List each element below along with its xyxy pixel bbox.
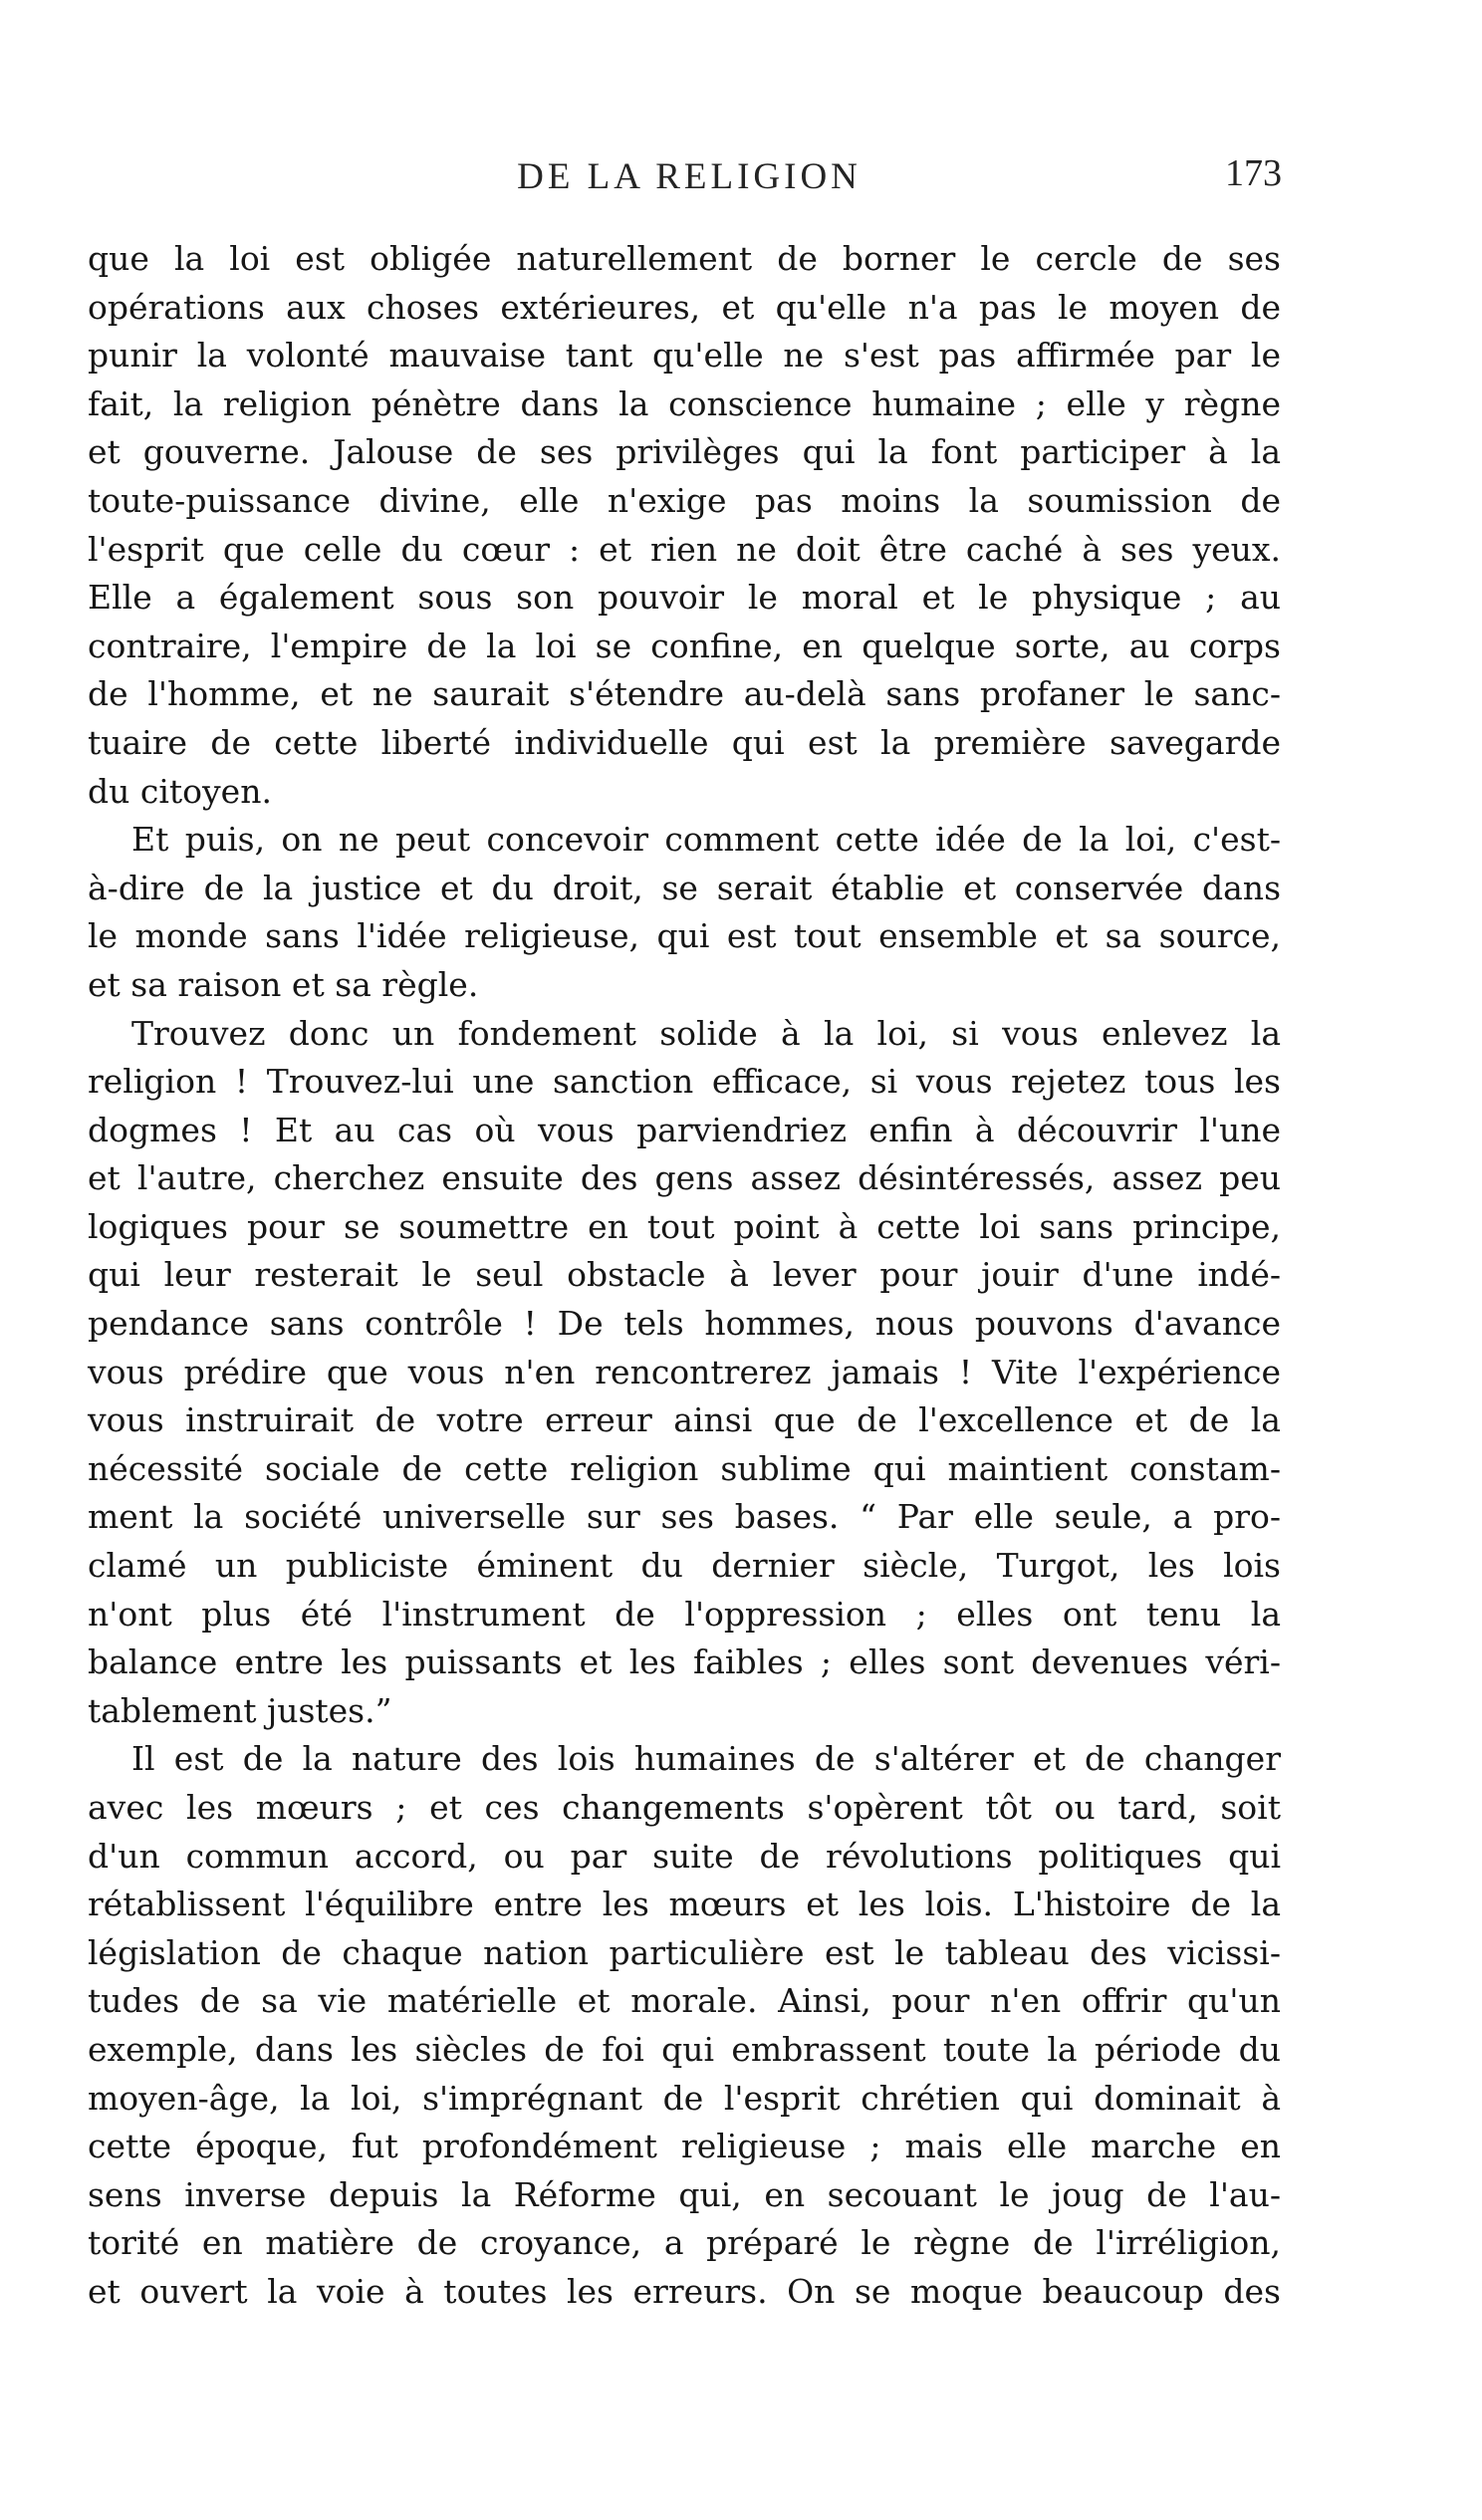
text-line: Et puis, on ne peut concevoir comment cette idée de la loi, c'est-	[131, 820, 1281, 860]
paragraph	[88, 816, 1281, 1009]
text-line: contraire, l'empire de la loi se confine, en quelque sorte, au corps	[88, 626, 1281, 665]
text-line: l'esprit que celle du cœur : et rien ne doit être caché à ses yeux.	[88, 529, 1281, 569]
text-line: torité en matière de croyance, a préparé le règne de l'irréligion,	[88, 2223, 1281, 2263]
paragraph	[88, 1735, 1281, 2316]
text-line: Elle a également sous son pouvoir le moral et le physique ; au	[88, 578, 1281, 618]
text-line: rétablissent l'équilibre entre les mœurs et les lois. L'histoire de la	[88, 1885, 1281, 1924]
text-line: le monde sans l'idée religieuse, qui est tout ensemble et sa source,	[88, 916, 1281, 956]
text-line: punir la volonté mauvaise tant qu'elle ne s'est pas affirmée par le	[88, 336, 1281, 376]
text-line: pendance sans contrôle ! De tels hommes, nous pouvons d'avance	[88, 1304, 1281, 1344]
text-line: à-dire de la justice et du droit, se serait établie et conservée dans	[88, 868, 1281, 907]
text-line: ment la société universelle sur ses bases. “ Par elle seule, a pro-	[88, 1497, 1281, 1537]
page-number: 173	[1225, 152, 1282, 194]
text-line: opérations aux choses extérieures, et qu'elle n'a pas le moyen de	[88, 287, 1281, 327]
paragraph	[88, 1010, 1281, 1736]
text-line: tudes de sa vie matérielle et morale. Ainsi, pour n'en offrir qu'un	[88, 1981, 1281, 2021]
text-line: fait, la religion pénètre dans la conscience humaine ; elle y règne	[88, 383, 1281, 423]
text-line: religion ! Trouvez-lui une sanction efficace, si vous rejetez tous les	[88, 1062, 1281, 1102]
text-line: et l'autre, cherchez ensuite des gens assez désintéressés, assez peu	[88, 1158, 1281, 1198]
text-line: tuaire de cette liberté individuelle qui est la première savegarde	[88, 722, 1281, 762]
text-line: nécessité sociale de cette religion sublime qui maintient constam-	[88, 1448, 1281, 1488]
text-line: Il est de la nature des lois humaines de s'altérer et de changer	[131, 1739, 1281, 1779]
text-line: logiques pour se soumettre en tout point à cette loi sans principe,	[88, 1206, 1281, 1246]
text-line: tablement justes.”	[88, 1690, 392, 1730]
text-line: et sa raison et sa règle.	[88, 964, 479, 1004]
text-line: et gouverne. Jalouse de ses privilèges qui la font participer à la	[88, 432, 1281, 472]
running-title: DE LA RELIGION	[517, 156, 862, 197]
text-line: qui leur resterait le seul obstacle à lever pour jouir d'une indé-	[88, 1255, 1281, 1295]
text-line: exemple, dans les siècles de foi qui embrassent toute la période du	[88, 2029, 1281, 2069]
text-line: cette époque, fut profondément religieuse ; mais elle marche en	[88, 2127, 1281, 2166]
text-line: clamé un publiciste éminent du dernier siècle, Turgot, les lois	[88, 1546, 1281, 1586]
text-line: dogmes ! Et au cas où vous parviendriez enfin à découvrir l'une	[88, 1110, 1281, 1149]
text-line: de l'homme, et ne saurait s'étendre au-delà sans profaner le sanc-	[88, 674, 1281, 714]
text-line: moyen-âge, la loi, s'imprégnant de l'esprit chrétien qui dominait à	[88, 2078, 1281, 2118]
text-line: toute-puissance divine, elle n'exige pas moins la soumission de	[88, 480, 1281, 520]
text-line: Trouvez donc un fondement solide à la loi, si vous enlevez la	[131, 1013, 1281, 1053]
text-line: avec les mœurs ; et ces changements s'opèrent tôt ou tard, soit	[88, 1788, 1281, 1827]
running-header	[97, 151, 1282, 211]
text-line: n'ont plus été l'instrument de l'oppression ; elles ont tenu la	[88, 1594, 1281, 1634]
text-line: vous prédire que vous n'en rencontrerez jamais ! Vite l'expérience	[88, 1352, 1281, 1391]
text-line: balance entre les puissants et les faibles ; elles sont devenues véri-	[88, 1642, 1281, 1682]
body-text	[88, 235, 1281, 2317]
text-line: législation de chaque nation particulière est le tableau des vicissi-	[88, 1932, 1281, 1972]
paragraph	[88, 235, 1281, 816]
text-line: du citoyen.	[88, 771, 272, 811]
text-line: que la loi est obligée naturellement de borner le cercle de ses	[88, 239, 1281, 278]
text-line: et ouvert la voie à toutes les erreurs. On se moque beaucoup des	[88, 2271, 1281, 2311]
text-line: d'un commun accord, ou par suite de révolutions politiques qui	[88, 1836, 1281, 1876]
text-line: vous instruirait de votre erreur ainsi que de l'excellence et de la	[88, 1400, 1281, 1440]
text-line: sens inverse depuis la Réforme qui, en secouant le joug de l'au-	[88, 2174, 1281, 2214]
